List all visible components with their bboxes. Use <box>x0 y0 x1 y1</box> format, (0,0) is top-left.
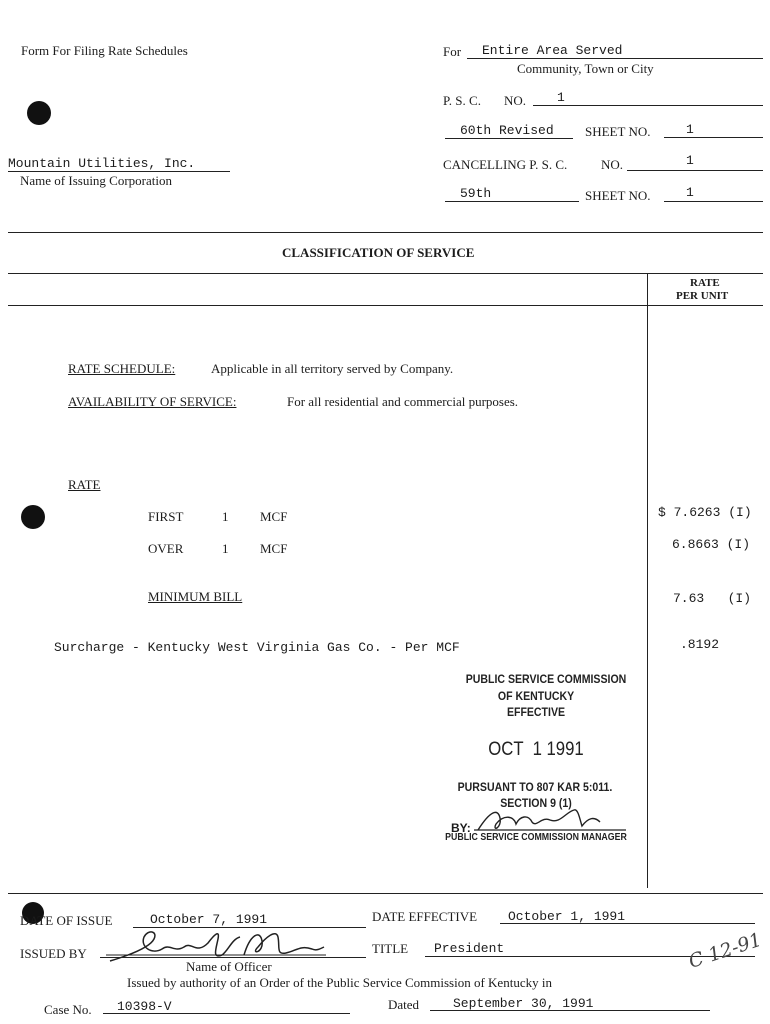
rate-row-1-qty: 1 <box>222 509 229 524</box>
rate-row-1-unit: MCF <box>260 509 288 524</box>
rate-row-1-rate: $ 7.6263 (I) <box>658 505 752 520</box>
rate-row-1-tier: FIRST <box>148 509 184 524</box>
handwritten-note: C 12-91 <box>686 928 765 973</box>
psc-no: 1 <box>557 90 565 105</box>
corporation-underline <box>8 171 230 172</box>
for-underline <box>467 58 763 59</box>
rate-label: RATE <box>68 477 101 492</box>
rate-row-2-qty: 1 <box>222 541 229 556</box>
revision: 60th Revised <box>460 123 554 138</box>
case-label: Case No. <box>44 1002 92 1017</box>
sheet-no-label: SHEET NO. <box>585 124 651 139</box>
divider-footer <box>8 893 763 894</box>
revision-underline <box>445 138 573 139</box>
availability-label: AVAILABILITY OF SERVICE: <box>68 394 237 409</box>
dated-underline <box>430 1010 710 1011</box>
corporation-caption: Name of Issuing Corporation <box>20 173 173 188</box>
date-of-issue: October 7, 1991 <box>150 912 268 927</box>
classification-title: CLASSIFICATION OF SERVICE <box>282 245 475 260</box>
cancelling-sheet-no: 1 <box>686 185 694 200</box>
cancelling-sheet-no-label: SHEET NO. <box>585 188 651 203</box>
stamp-line-2: OF KENTUCKY <box>497 689 575 703</box>
corporation-name: Mountain Utilities, Inc. <box>8 156 196 171</box>
sheet-no-underline <box>664 137 763 138</box>
rate-header-1: RATE <box>690 277 720 289</box>
for-label: For <box>443 44 462 59</box>
minimum-bill-label: MINIMUM BILL <box>148 589 243 604</box>
psc-no-label: NO. <box>504 93 527 108</box>
rate-row-2-rate: 6.8663 (I) <box>672 537 751 552</box>
date-effective: October 1, 1991 <box>508 909 626 924</box>
stamp-section: SECTION 9 (1) <box>500 796 572 810</box>
divider-top <box>8 232 763 233</box>
rate-row-2-unit: MCF <box>260 541 288 556</box>
surcharge-text: Surcharge - Kentucky West Virginia Gas Co. - Per MCF <box>54 640 460 655</box>
community-caption: Community, Town or City <box>517 61 654 76</box>
cancelling-sheet-underline <box>664 201 763 202</box>
dated-value: September 30, 1991 <box>453 996 594 1011</box>
minimum-bill-rate: 7.63 (I) <box>673 591 752 606</box>
date-of-issue-label: DATE OF ISSUE <box>20 913 113 928</box>
psc-underline <box>533 105 763 106</box>
cancelling-psc-no: 1 <box>686 153 694 168</box>
issued-by-label: ISSUED BY <box>20 946 87 961</box>
surcharge-rate: .8192 <box>680 637 720 652</box>
date-effective-underline <box>500 923 755 924</box>
case-no: 10398-V <box>117 999 172 1014</box>
rate-schedule-label: RATE SCHEDULE: <box>68 361 176 376</box>
title-value: President <box>434 941 505 956</box>
stamp-line-3: EFFECTIVE <box>506 705 566 719</box>
stamp-pursuant: PURSUANT TO 807 KAR 5:011. <box>457 780 613 794</box>
stamp-manager: PUBLIC SERVICE COMMISSION MANAGER <box>445 832 627 843</box>
stamp-date: OCT 1 1991 <box>488 739 584 760</box>
cancelling-revision-underline <box>445 201 579 202</box>
for-value: Entire Area Served <box>482 43 623 58</box>
availability-text: For all residential and commercial purposes. <box>287 394 519 409</box>
authority-text: Issued by authority of an Order of the Public Service Commission of Kentucky in <box>127 975 552 990</box>
cancelling-underline <box>627 170 763 171</box>
dated-label: Dated <box>388 997 420 1012</box>
cancelling-label: CANCELLING P. S. C. <box>443 157 568 172</box>
date-effective-label: DATE EFFECTIVE <box>372 909 478 924</box>
sheet-no: 1 <box>686 122 694 137</box>
stamp-by-label: BY: <box>451 821 471 835</box>
cancelling-no-label: NO. <box>601 157 624 172</box>
issued-by-underline <box>100 957 366 958</box>
cancelling-revision: 59th <box>460 186 492 201</box>
case-underline <box>103 1013 350 1014</box>
rate-header-2: PER UNIT <box>676 290 729 302</box>
divider-classification <box>8 273 763 274</box>
rate-schedule-text: Applicable in all territory served by Company. <box>211 361 454 376</box>
divider-header-bottom <box>8 305 763 306</box>
officer-caption: Name of Officer <box>186 959 272 974</box>
title-label: TITLE <box>372 941 409 956</box>
stamp-line-1: PUBLIC SERVICE COMMISSION <box>465 672 627 686</box>
form-title: Form For Filing Rate Schedules <box>21 43 188 58</box>
punch-hole-top <box>27 101 51 125</box>
psc-label: P. S. C. <box>443 93 481 108</box>
rate-row-2-tier: OVER <box>148 541 184 556</box>
punch-hole-middle <box>21 505 45 529</box>
rate-column-divider <box>647 273 648 888</box>
